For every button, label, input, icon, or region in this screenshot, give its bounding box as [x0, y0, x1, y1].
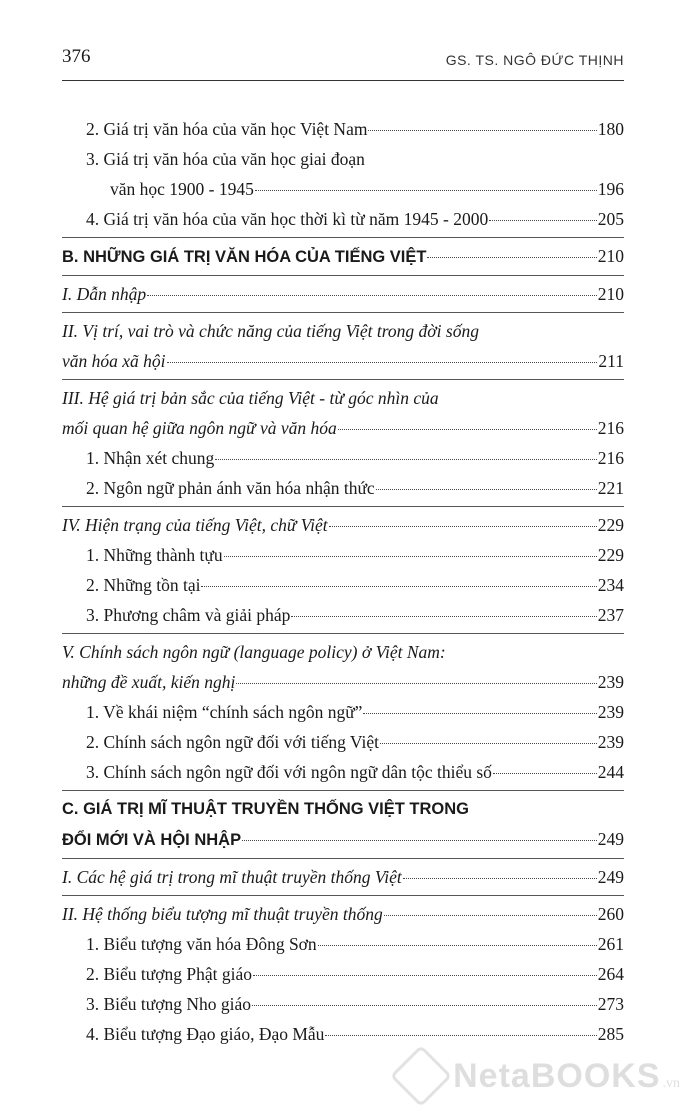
dot-leader [236, 683, 596, 684]
toc-entry-title-cont: ĐỔI MỚI VÀ HỘI NHẬP [62, 831, 242, 849]
dot-leader [224, 556, 597, 557]
dot-leader [253, 975, 597, 976]
toc-entry-page: 210 [597, 284, 624, 304]
toc-entry-title: IV. Hiện trạng của tiếng Việt, chữ Việt [62, 515, 328, 535]
dot-leader [318, 945, 597, 946]
toc-entry[interactable] [62, 570, 624, 600]
dot-leader [252, 1005, 597, 1006]
toc-entry[interactable] [62, 204, 624, 234]
toc-entry[interactable] [62, 510, 624, 540]
toc-entry[interactable] [62, 757, 624, 787]
dot-leader [291, 616, 596, 617]
toc-entry[interactable] [62, 279, 624, 309]
toc-entry-title-cont: văn học 1900 - 1945 [110, 179, 254, 199]
toc-entry-page: 239 [597, 702, 624, 722]
dot-leader [489, 220, 597, 221]
toc-entry-page: 261 [597, 934, 624, 954]
table-of-contents [62, 114, 624, 1049]
toc-entry-title: 1. Những thành tựu [86, 545, 223, 565]
page-number: 376 [62, 46, 91, 67]
toc-entry-title: 1. Biểu tượng văn hóa Đông Sơn [86, 934, 317, 954]
dot-leader [215, 459, 596, 460]
netabooks-logo-icon [390, 1045, 452, 1107]
toc-entry-page: 210 [597, 246, 624, 266]
toc-entry-page: 216 [597, 448, 624, 468]
toc-entry[interactable] [62, 114, 624, 144]
toc-entry-page: 273 [597, 994, 624, 1014]
toc-entry-title: 4. Biểu tượng Đạo giáo, Đạo Mẫu [86, 1024, 325, 1044]
dot-leader [384, 915, 597, 916]
divider [62, 506, 624, 507]
toc-entry-title: 2. Giá trị văn hóa của văn học Việt Nam [86, 119, 368, 139]
toc-entry[interactable] [62, 540, 624, 570]
divider [62, 633, 624, 634]
toc-entry-page: 234 [597, 575, 624, 595]
toc-section-entry[interactable] [62, 241, 624, 272]
toc-entry-page: 229 [597, 545, 624, 565]
divider [62, 275, 624, 276]
dot-leader [368, 130, 596, 131]
divider [62, 237, 624, 238]
dot-leader [338, 429, 597, 430]
divider [62, 379, 624, 380]
toc-entry[interactable] [62, 1019, 624, 1049]
toc-entry-title: B. NHỮNG GIÁ TRỊ VĂN HÓA CỦA TIẾNG VIỆT [62, 248, 427, 266]
toc-entry[interactable] [62, 929, 624, 959]
toc-entry-title: C. GIÁ TRỊ MĨ THUẬT TRUYỀN THỐNG VIỆT TRONG [62, 800, 469, 818]
toc-entry-title: III. Hệ giá trị bản sắc của tiếng Việt - từ góc nhìn của [62, 388, 439, 408]
toc-entry-title: 4. Giá trị văn hóa của văn học thời kì từ năm 1945 - 2000 [86, 209, 489, 229]
toc-entry[interactable] [62, 443, 624, 473]
toc-entry-page: 221 [597, 478, 624, 498]
dot-leader [255, 190, 597, 191]
watermark-brand: NetaBOOKS [453, 1056, 661, 1095]
toc-entry[interactable] [62, 989, 624, 1019]
toc-entry-title: II. Vị trí, vai trò và chức năng của tiếng Việt trong đời sống [62, 321, 479, 341]
toc-entry-page: 244 [597, 762, 624, 782]
toc-entry-page: 205 [597, 209, 624, 229]
toc-entry[interactable] [62, 862, 624, 892]
dot-leader [376, 489, 597, 490]
toc-entry[interactable] [62, 144, 624, 204]
toc-entry-title: 2. Ngôn ngữ phản ánh văn hóa nhận thức [86, 478, 375, 498]
toc-entry-title-cont: những đề xuất, kiến nghị [62, 672, 236, 692]
toc-entry[interactable] [62, 383, 624, 443]
divider [62, 312, 624, 313]
toc-entry-title: V. Chính sách ngôn ngữ (language policy) ở Việt Nam: [62, 642, 446, 662]
dot-leader [363, 713, 596, 714]
dot-leader [147, 295, 597, 296]
dot-leader [201, 586, 596, 587]
toc-entry-title: 1. Về khái niệm “chính sách ngôn ngữ” [86, 702, 363, 722]
toc-entry[interactable] [62, 899, 624, 929]
toc-entry-page: 239 [597, 732, 624, 752]
dot-leader [325, 1035, 596, 1036]
toc-entry[interactable] [62, 473, 624, 503]
toc-entry-title: 3. Biểu tượng Nho giáo [86, 994, 252, 1014]
toc-entry-page: 249 [597, 829, 624, 849]
toc-entry-page: 216 [597, 418, 624, 438]
toc-entry-page: 237 [597, 605, 624, 625]
toc-entry[interactable] [62, 697, 624, 727]
dot-leader [242, 840, 597, 841]
toc-entry-title-cont: mối quan hệ giữa ngôn ngữ và văn hóa [62, 418, 337, 438]
toc-entry[interactable] [62, 600, 624, 630]
divider [62, 895, 624, 896]
dot-leader [380, 743, 597, 744]
dot-leader [493, 773, 597, 774]
divider [62, 858, 624, 859]
toc-entry-page: 249 [597, 867, 624, 887]
toc-entry-page: 285 [597, 1024, 624, 1044]
toc-entry-page: 239 [597, 672, 624, 692]
dot-leader [427, 257, 596, 258]
page-header [62, 40, 624, 81]
toc-entry-page: 260 [597, 904, 624, 924]
toc-entry-page: 196 [597, 179, 624, 199]
toc-entry-title: 2. Những tồn tại [86, 575, 201, 595]
toc-entry-title: 2. Biểu tượng Phật giáo [86, 964, 253, 984]
toc-entry-title: 3. Phương châm và giải pháp [86, 605, 291, 625]
toc-entry-title: 2. Chính sách ngôn ngữ đối với tiếng Việt [86, 732, 379, 752]
toc-entry-title: I. Dẫn nhập [62, 284, 147, 304]
toc-entry-page: 264 [597, 964, 624, 984]
watermark [399, 1054, 680, 1098]
dot-leader [329, 526, 597, 527]
dot-leader [167, 362, 598, 363]
toc-entry[interactable] [62, 637, 624, 697]
toc-entry-page: 229 [597, 515, 624, 535]
divider [62, 790, 624, 791]
toc-entry-title: 3. Chính sách ngôn ngữ đối với ngôn ngữ dân tộc thiểu số [86, 762, 492, 782]
watermark-suffix: .vn [662, 1076, 680, 1091]
toc-entry[interactable] [62, 316, 624, 376]
toc-entry[interactable] [62, 959, 624, 989]
toc-entry-title: 3. Giá trị văn hóa của văn học giai đoạn [86, 149, 365, 169]
toc-entry-page: 211 [598, 351, 624, 371]
toc-entry-title: I. Các hệ giá trị trong mĩ thuật truyền thống Việt [62, 867, 402, 887]
toc-entry-title: 1. Nhận xét chung [86, 448, 215, 468]
toc-section-entry[interactable] [62, 794, 624, 855]
running-head: GS. TS. NGÔ ĐỨC THỊNH [445, 52, 624, 68]
toc-entry-page: 180 [597, 119, 624, 139]
toc-entry[interactable] [62, 727, 624, 757]
dot-leader [403, 878, 597, 879]
toc-entry-title: II. Hệ thống biểu tượng mĩ thuật truyền thống [62, 904, 383, 924]
toc-entry-title-cont: văn hóa xã hội [62, 351, 166, 371]
